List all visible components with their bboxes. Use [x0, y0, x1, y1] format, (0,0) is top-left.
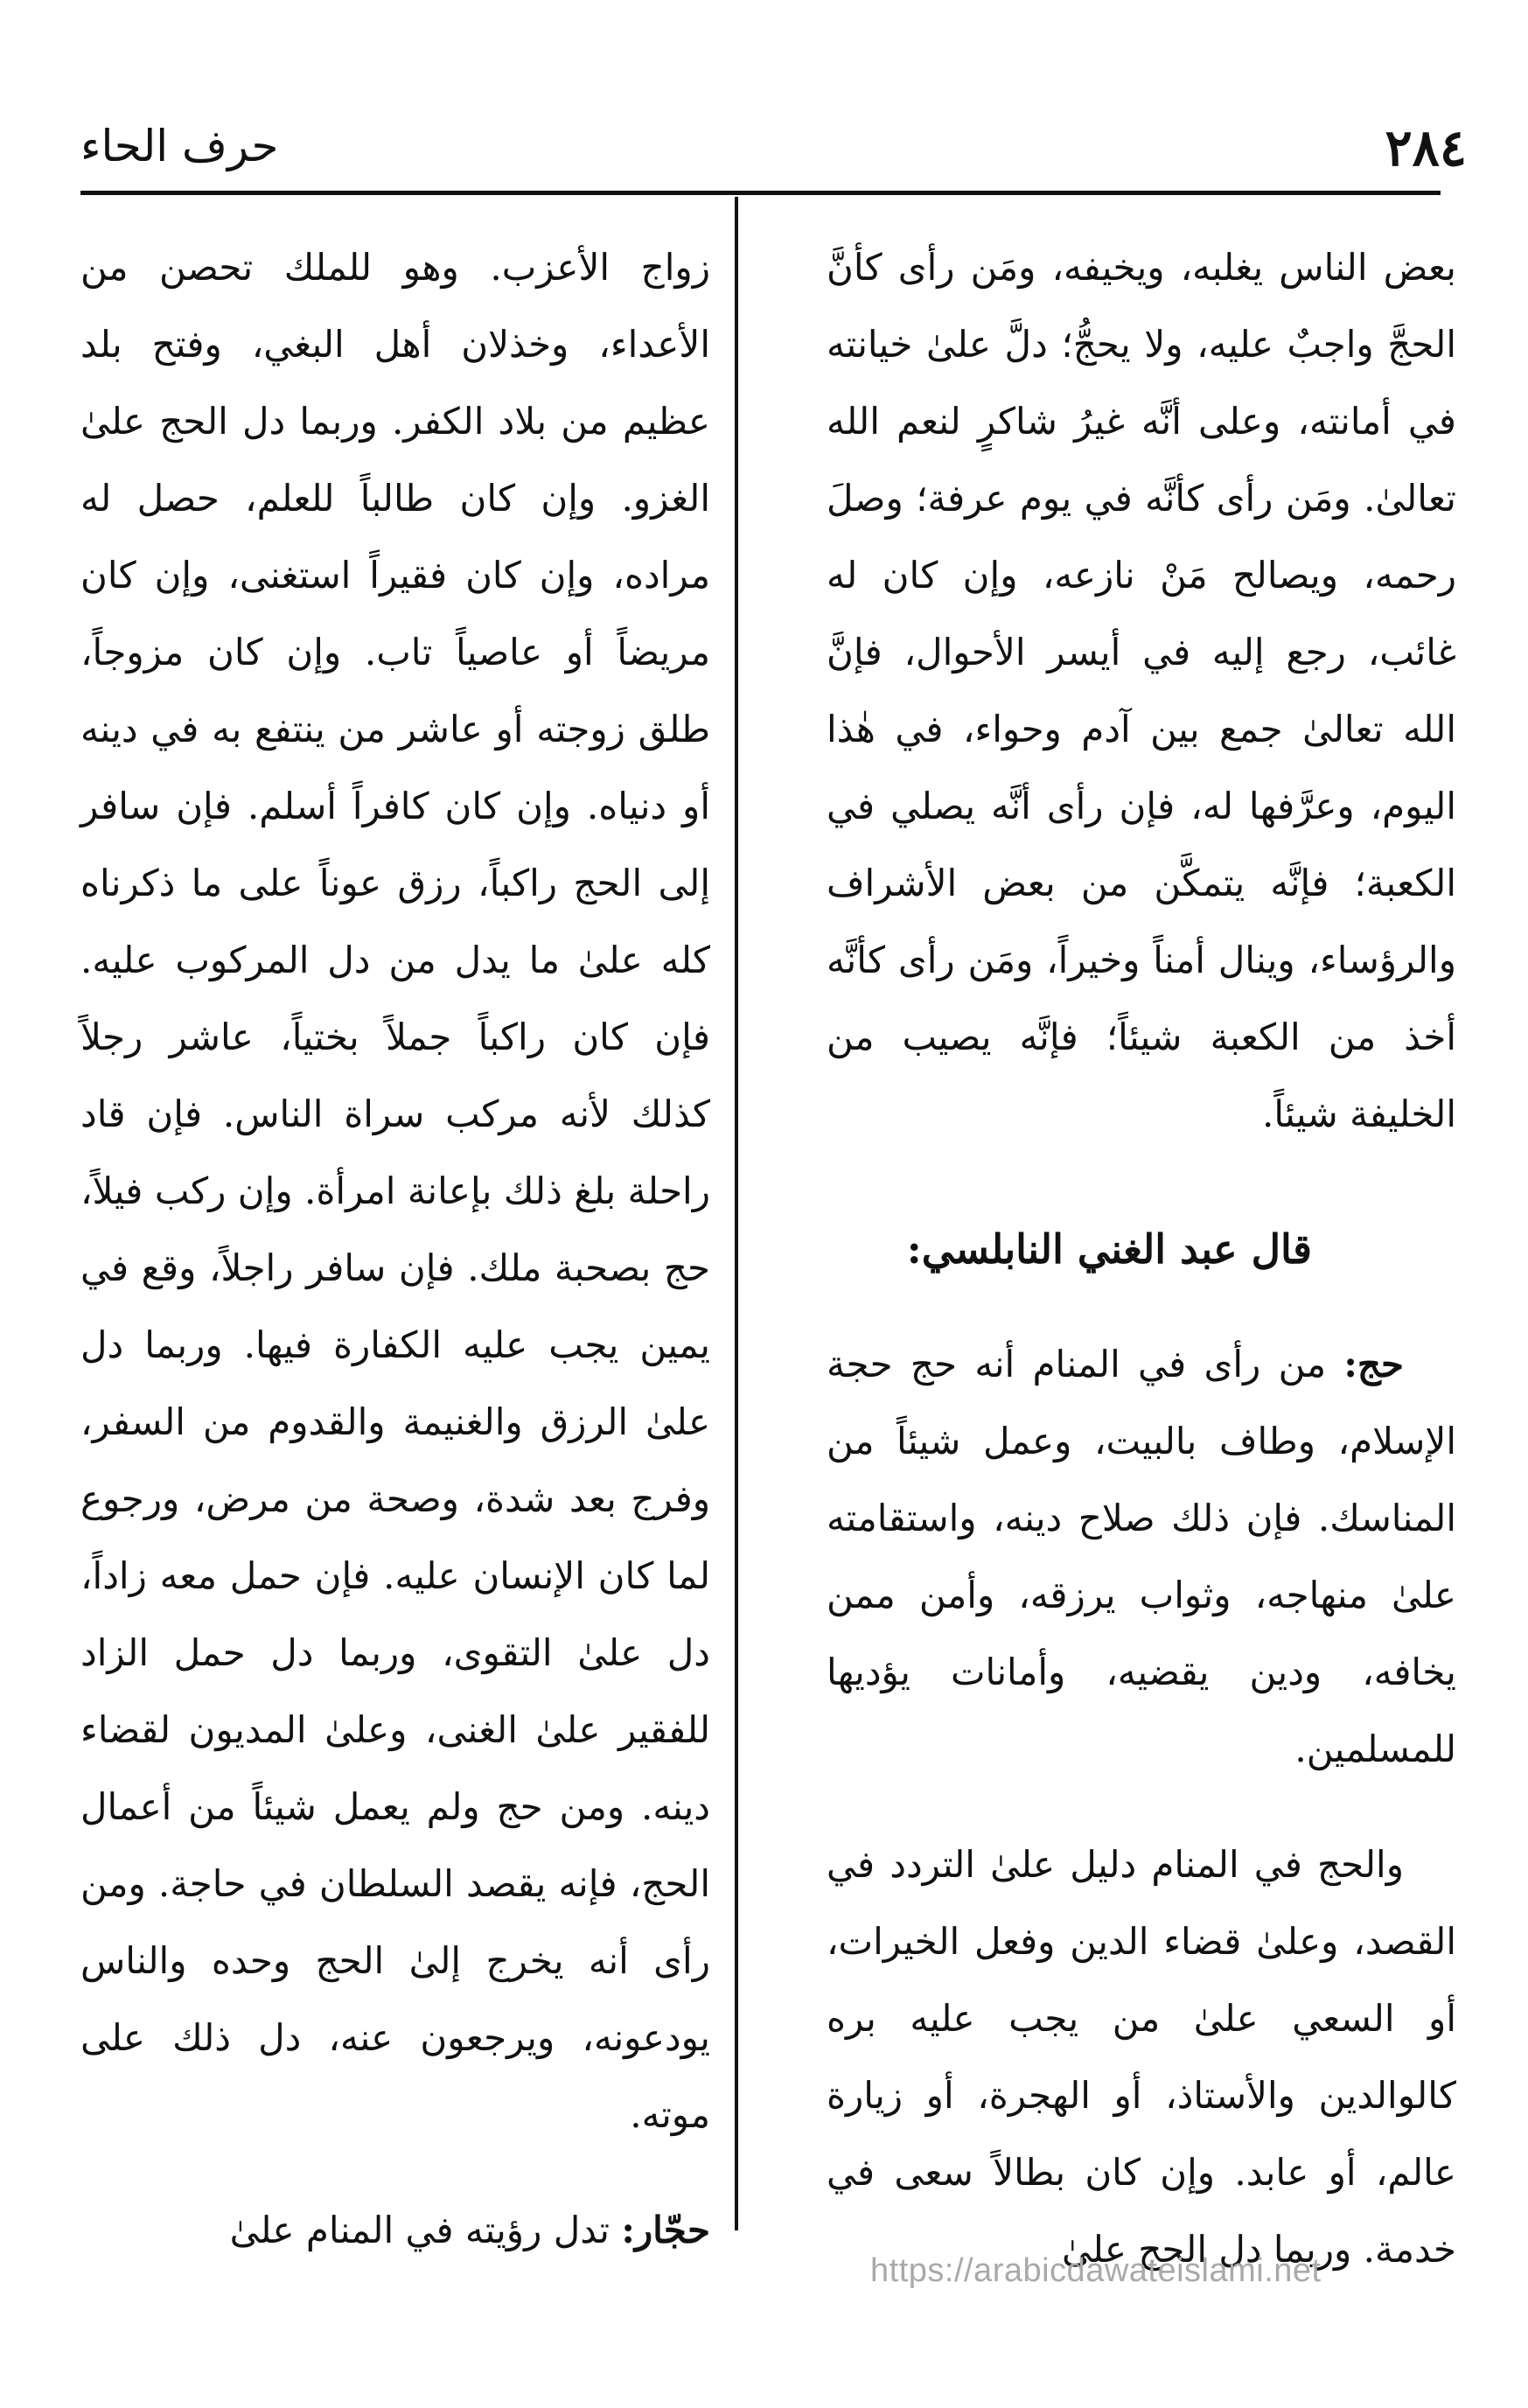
entry-body-hajjar: تدل رؤيته في المنام علىٰ	[229, 2209, 622, 2251]
page-number: ٢٨٤	[1385, 118, 1467, 178]
right-column	[827, 229, 1456, 2288]
watermark-url: https://arabicdawateislami.net	[870, 2252, 1322, 2289]
right-paragraph-3: والحج في المنام دليل علىٰ التردد في القصد، وعلىٰ قضاء الدين وفعل الخيرات، أو السعي علىٰ من يجب عليه بره كالوالدين والأستاذ، أو الهجرة، أو زيارة عالم، أو عابد. وإن كان بطالاً سعى في خدمة. وربما دل الحج علىٰ	[827, 1843, 1456, 2271]
left-paragraph-2	[80, 2192, 710, 2269]
left-paragraph-1: زواج الأعزب. وهو للملك تحصن من الأعداء، وخذلان أهل البغي، وفتح بلد عظيم من بلاد الكفر. وربما دل الحج علىٰ الغزو. وإن كان طالباً للعلم، حصل له مراده، وإن كان فقيراً استغنى، وإن كان مريضاً أو عاصياً تاب. وإن كان مزوجاً، طلق زوجته أو عاشر من ينتفع به في دينه أو دنياه. وإن كان كافراً أسلم. فإن سافر إلى الحج راكباً، رزق عوناً على ما ذكرناه كله علىٰ ما يدل من دل المركوب عليه. فإن كان راكباً جملاً بختياً، عاشر رجلاً كذلك لأنه مركب سراة الناس. فإن قاد راحلة بلغ ذلك بإعانة امرأة. وإن ركب فيلاً، حج بصحبة ملك. فإن سافر راجلاً، وقع في يمين يجب عليه الكفارة فيها. وربما دل علىٰ الرزق والغنيمة والقدوم من السفر، وفرج بعد شدة، وصحة من مرض، ورجوع لما كان الإنسان عليه. فإن حمل معه زاداً، دل علىٰ التقوى، وربما دل حمل الزاد للفقير علىٰ الغنى، وعلىٰ المديون لقضاء دينه. ومن حج ولم يعمل شيئاً من أعمال الحج، فإنه يقصد السلطان في حاجة. ومن رأى أنه يخرج إلىٰ الحج وحده والناس يودعونه، ويرجعون عنه، دل ذلك على موته.	[80, 246, 710, 2136]
left-column	[80, 229, 710, 2269]
section-heading: قال عبد الغني النابلسي:	[906, 1225, 1312, 1273]
entry-body-hajj: من رأى في المنام أنه حج حجة الإسلام، وطاف بالبيت، وعمل شيئاً من المناسك. فإن ذلك صلاح دينه، واستقامته علىٰ منهاجه، وثواب يرزقه، وأمن ممن يخافه، ودين يقضيه، وأمانات يؤديها للمسلمين.	[827, 1343, 1456, 1770]
column-divider	[735, 197, 738, 2230]
entry-term-hajjar: حجّار:	[621, 2209, 710, 2251]
running-head: حرف الحاء	[80, 121, 279, 171]
right-paragraph-1: بعض الناس يغلبه، ويخيفه، ومَن رأى كأنَّ الحجَّ واجبٌ عليه، ولا يحجُّ؛ دلَّ علىٰ خيانته في أمانته، وعلى أنَّه غيرُ شاكرٍ لنعم الله تعالىٰ. ومَن رأى كأنَّه في يوم عرفة؛ وصلَ رحمه، ويصالح مَنْ نازعه، وإن كان له غائب، رجع إليه في أيسر الأحوال، فإنَّ الله تعالىٰ جمع بين آدم وحواء، في هٰذا اليوم، وعرَّفها له، فإن رأى أنَّه يصلي في الكعبة؛ فإنَّه يتمكَّن من بعض الأشراف والرؤساء، وينال أمناً وخيراً، ومَن رأى كأنَّه أخذ من الكعبة شيئاً؛ فإنَّه يصيب من الخليفة شيئاً.	[827, 246, 1456, 1135]
entry-term-hajj: حج:	[1343, 1343, 1404, 1385]
right-paragraph-2	[827, 1326, 1456, 1788]
header-rule	[80, 191, 1441, 195]
